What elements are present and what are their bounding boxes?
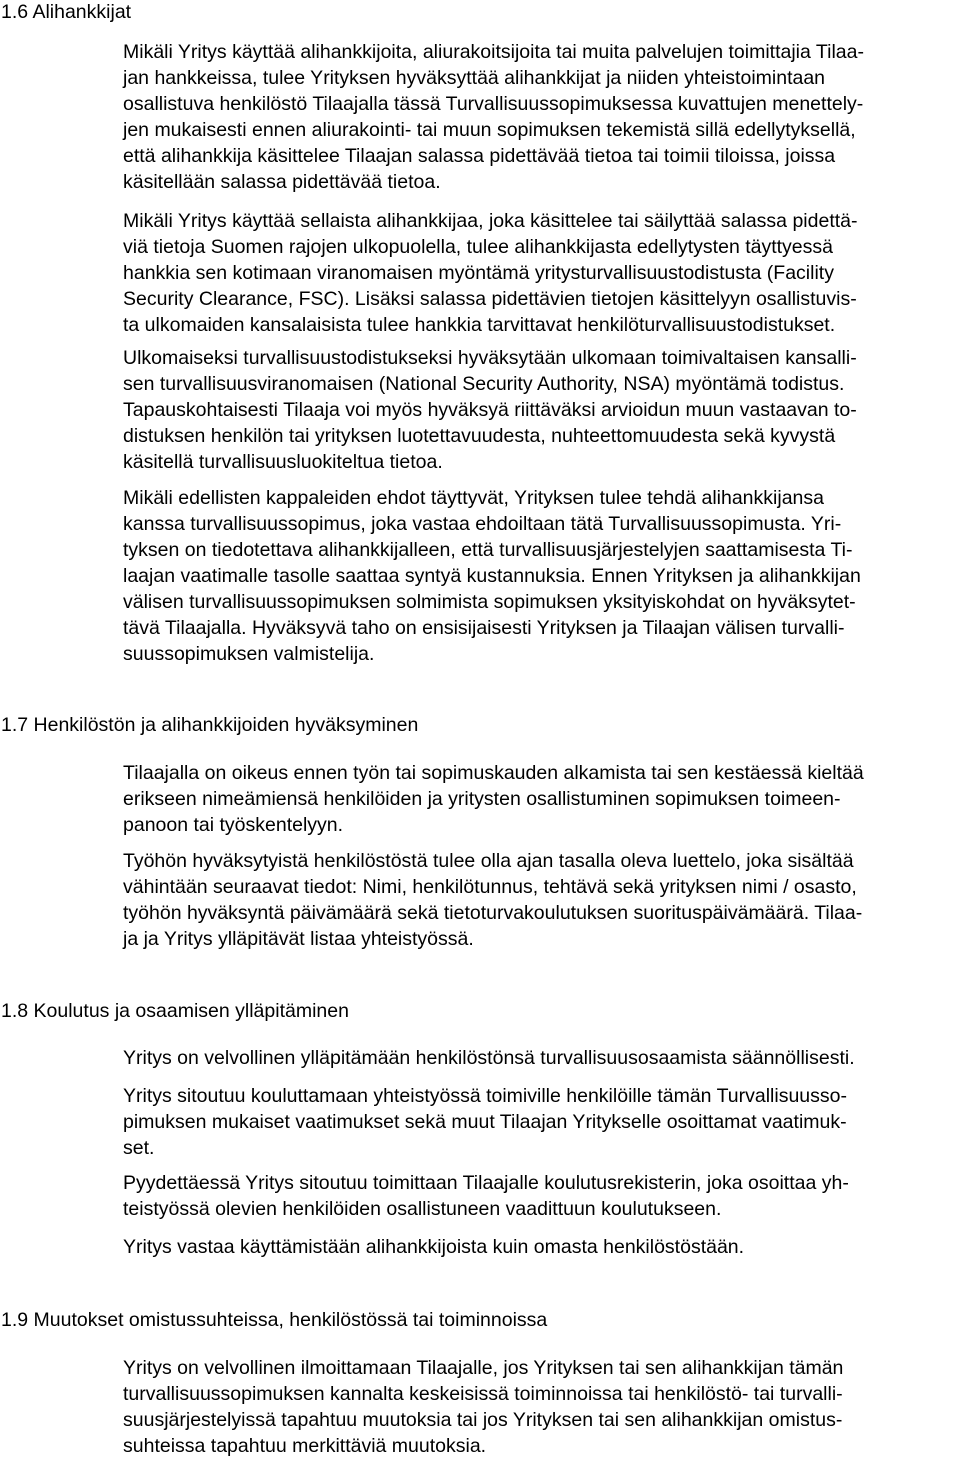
text-line: distuksen henkilön tai yrityksen luotettavuudesta, nuhteettomuudesta sekä kyvystä — [123, 425, 836, 447]
text-line: jan hankkeissa, tulee Yrityksen hyväksyttää alihankkijat ja niiden yhteistoimintaan — [123, 67, 826, 89]
text-line: set. — [123, 1137, 155, 1159]
text-line: Mikäli Yritys käyttää sellaista alihankkijaa, joka käsittelee tai säilyttää salassa pidettä- — [123, 210, 858, 232]
text-line: Mikäli edellisten kappaleiden ehdot täyttyvät, Yrityksen tulee tehdä alihankkijansa — [123, 487, 824, 509]
text-line: käsitellä turvallisuusluokiteltua tietoa. — [123, 451, 443, 473]
text-line: ta ulkomaiden kansalaisista tulee hankkia tarvittavat henkilöturvallisuustodistukset. — [123, 314, 836, 336]
text-line: Työhön hyväksytyistä henkilöstöstä tulee olla ajan tasalla oleva luettelo, joka sisältää — [123, 850, 854, 872]
paragraph-notify-changes — [123, 1355, 843, 1459]
text-line: Pyydettäessä Yritys sitoutuu toimittaan Tilaajalle koulutusrekisterin, joka osoittaa yh- — [123, 1172, 849, 1194]
text-line: Yritys vastaa käyttämistään alihankkijoista kuin omasta henkilöstöstään. — [123, 1236, 745, 1258]
paragraph-right-to-deny — [123, 760, 864, 838]
text-line: että alihankkija käsittelee Tilaajan salassa pidettävää tietoa tai toimii tiloissa, joissa — [123, 145, 836, 167]
text-line: Yritys sitoutuu kouluttamaan yhteistyössä toimiville henkilöille tämän Turvallisuusso- — [123, 1085, 847, 1107]
text-line: vähintään seuraavat tiedot: Nimi, henkilötunnus, tehtävä sekä yrityksen nimi / osasto, — [123, 876, 857, 898]
text-line: ja ja Yritys ylläpitävät listaa yhteistyössä. — [123, 928, 474, 950]
text-line: Yritys on velvollinen ylläpitämään henkilöstönsä turvallisuusosaamista säännöllisesti. — [123, 1047, 855, 1069]
text-line: Tapauskohtaisesti Tilaaja voi myös hyväksyä riittäväksi arvioidun muun vastaavan to- — [123, 399, 857, 421]
section-heading-1-8: 1.8 Koulutus ja osaamisen ylläpitäminen — [1, 1000, 349, 1022]
text-line: jen mukaisesti ennen aliurakointi- tai muun sopimuksen tekemistä sillä edellytyksellä, — [123, 119, 856, 141]
text-line: Mikäli Yritys käyttää alihankkijoita, aliurakoitsijoita tai muita palvelujen toimittajia Tilaa- — [123, 41, 864, 63]
paragraph-security-agreement — [123, 485, 861, 667]
text-line: Yritys on velvollinen ilmoittamaan Tilaajalle, jos Yrityksen tai sen alihankkijan tämän — [123, 1357, 844, 1379]
paragraph-subcontractor-responsibility — [123, 1234, 744, 1260]
text-line: teistyössä olevien henkilöiden osallistuneen vaadittuun koulutukseen. — [123, 1198, 722, 1220]
text-line: suussopimuksen valmistelija. — [123, 643, 375, 665]
paragraph-subcontractor-approval — [123, 39, 864, 195]
text-line: työhön hyväksyntä päivämäärä sekä tietoturvakoulutuksen suorituspäivämäärä. Tilaa- — [123, 902, 863, 924]
paragraph-foreign-certificate — [123, 345, 857, 475]
paragraph-training-register — [123, 1170, 849, 1222]
section-heading-1-7: 1.7 Henkilöstön ja alihankkijoiden hyväksyminen — [1, 714, 419, 736]
paragraph-training-commitment — [123, 1083, 847, 1161]
text-line: tävä Tilaajalla. Hyväksyvä taho on ensisijaisesti Yrityksen ja Tilaajan välisen turvalli- — [123, 617, 845, 639]
text-line: panoon tai työskentelyyn. — [123, 814, 344, 836]
text-line: osallistuva henkilöstö Tilaajalla tässä Turvallisuussopimuksessa kuvattujen menettely- — [123, 93, 864, 115]
paragraph-foreign-subcontractor — [123, 208, 858, 338]
text-line: Security Clearance, FSC). Lisäksi salassa pidettävien tietojen käsittelyyn osallistuvis- — [123, 288, 857, 310]
paragraph-maintain-skills — [123, 1045, 855, 1071]
text-line: pimuksen mukaiset vaatimukset sekä muut Tilaajan Yritykselle osoittamat vaatimuk- — [123, 1111, 847, 1133]
text-line: hankkia sen kotimaan viranomaisen myöntämä yritysturvallisuustodistusta (Facility — [123, 262, 834, 284]
section-heading-1-6: 1.6 Alihankkijat — [1, 1, 132, 23]
text-line: Ulkomaiseksi turvallisuustodistukseksi hyväksytään ulkomaan toimivaltaisen kansalli- — [123, 347, 857, 369]
section-heading-1-9: 1.9 Muutokset omistussuhteissa, henkilöstössä tai toiminnoissa — [1, 1309, 548, 1331]
text-line: käsitellään salassa pidettävää tietoa. — [123, 171, 441, 193]
text-line: suusjärjestelyissä tapahtuu muutoksia tai jos Yrityksen tai sen alihankkijan omistus- — [123, 1409, 843, 1431]
text-line: erikseen nimeämiensä henkilöiden ja yritysten osallistuminen sopimuksen toimeen- — [123, 788, 841, 810]
text-line: tyksen on tiedotettava alihankkijalleen, että turvallisuusjärjestelyjen saattamisesta Ti- — [123, 539, 853, 561]
text-line: kanssa turvallisuussopimus, joka vastaa ehdoiltaan tätä Turvallisuussopimusta. Yri- — [123, 513, 842, 535]
text-line: laajan vaatimalle tasolle saattaa syntyä kustannuksia. Ennen Yrityksen ja alihankkijan — [123, 565, 861, 587]
text-line: välisen turvallisuussopimuksen solmimista sopimuksen yksityiskohdat on hyväksytet- — [123, 591, 856, 613]
text-line: sen turvallisuusviranomaisen (National Security Authority, NSA) myöntämä todistus. — [123, 373, 845, 395]
paragraph-personnel-list — [123, 848, 862, 952]
text-line: Tilaajalla on oikeus ennen työn tai sopimuskauden alkamista tai sen kestäessä kieltää — [123, 762, 864, 784]
text-line: viä tietoja Suomen rajojen ulkopuolella, tulee alihankkijasta edellytysten täyttyessä — [123, 236, 833, 258]
text-line: suhteissa tapahtuu merkittäviä muutoksia. — [123, 1435, 487, 1457]
text-line: turvallisuussopimuksen kannalta keskeisissä toiminnoissa tai henkilöstö- tai turvalli- — [123, 1383, 843, 1405]
